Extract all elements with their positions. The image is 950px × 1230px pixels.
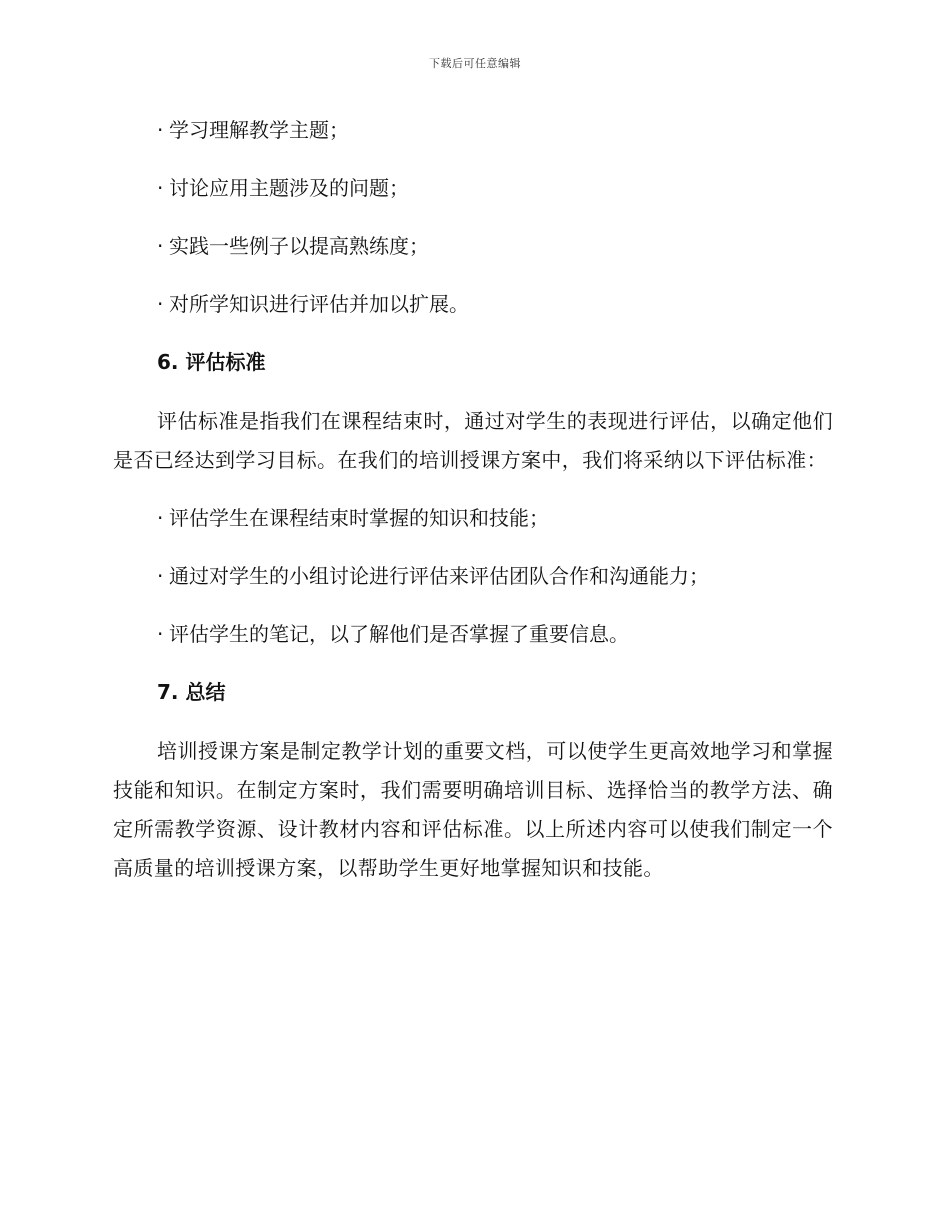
list-item: [113, 112, 833, 148]
list-item-text: 通过对学生的小组讨论进行评估来评估团队合作和沟通能力；: [169, 564, 709, 588]
list-item: [113, 500, 833, 536]
list-item: [113, 170, 833, 206]
bullet-icon: ·: [157, 234, 164, 258]
list-item: [113, 616, 833, 652]
bullet-icon: ·: [157, 622, 164, 646]
section-heading-summary: 7. 总结: [157, 680, 226, 704]
list-item-text: 讨论应用主题涉及的问题；: [169, 176, 409, 200]
evaluation-paragraph: 评估标准是指我们在课程结束时，通过对学生的表现进行评估，以确定他们是否已经达到学习目标。在我们的培训授课方案中，我们将采纳以下评估标准：: [113, 409, 833, 472]
list-item: [113, 286, 833, 322]
summary-paragraph: 培训授课方案是制定教学计划的重要文档，可以使学生更高效地学习和掌握技能和知识。在制定方案时，我们需要明确培训目标、选择恰当的教学方法、确定所需教学资源、设计教材内容和评估标准。以上所述内容可以使我们制定一个高质量的培训授课方案，以帮助学生更好地掌握知识和技能。: [113, 739, 833, 880]
list-item-text: 评估学生的笔记，以了解他们是否掌握了重要信息。: [169, 622, 629, 646]
list-item-text: 学习理解教学主题；: [169, 118, 349, 142]
bullet-icon: ·: [157, 176, 164, 200]
list-item-text: 实践一些例子以提高熟练度；: [169, 234, 429, 258]
list-item: [113, 558, 833, 594]
bullet-icon: ·: [157, 564, 164, 588]
list-item: [113, 228, 833, 264]
bullet-icon: ·: [157, 506, 164, 530]
bullet-icon: ·: [157, 292, 164, 316]
document-body: [113, 112, 833, 908]
section-heading-evaluation: 6. 评估标准: [157, 350, 266, 374]
bullet-icon: ·: [157, 118, 164, 142]
header-note: 下载后可任意编辑: [429, 57, 521, 70]
list-item-text: 对所学知识进行评估并加以扩展。: [169, 292, 469, 316]
list-item-text: 评估学生在课程结束时掌握的知识和技能；: [169, 506, 549, 530]
